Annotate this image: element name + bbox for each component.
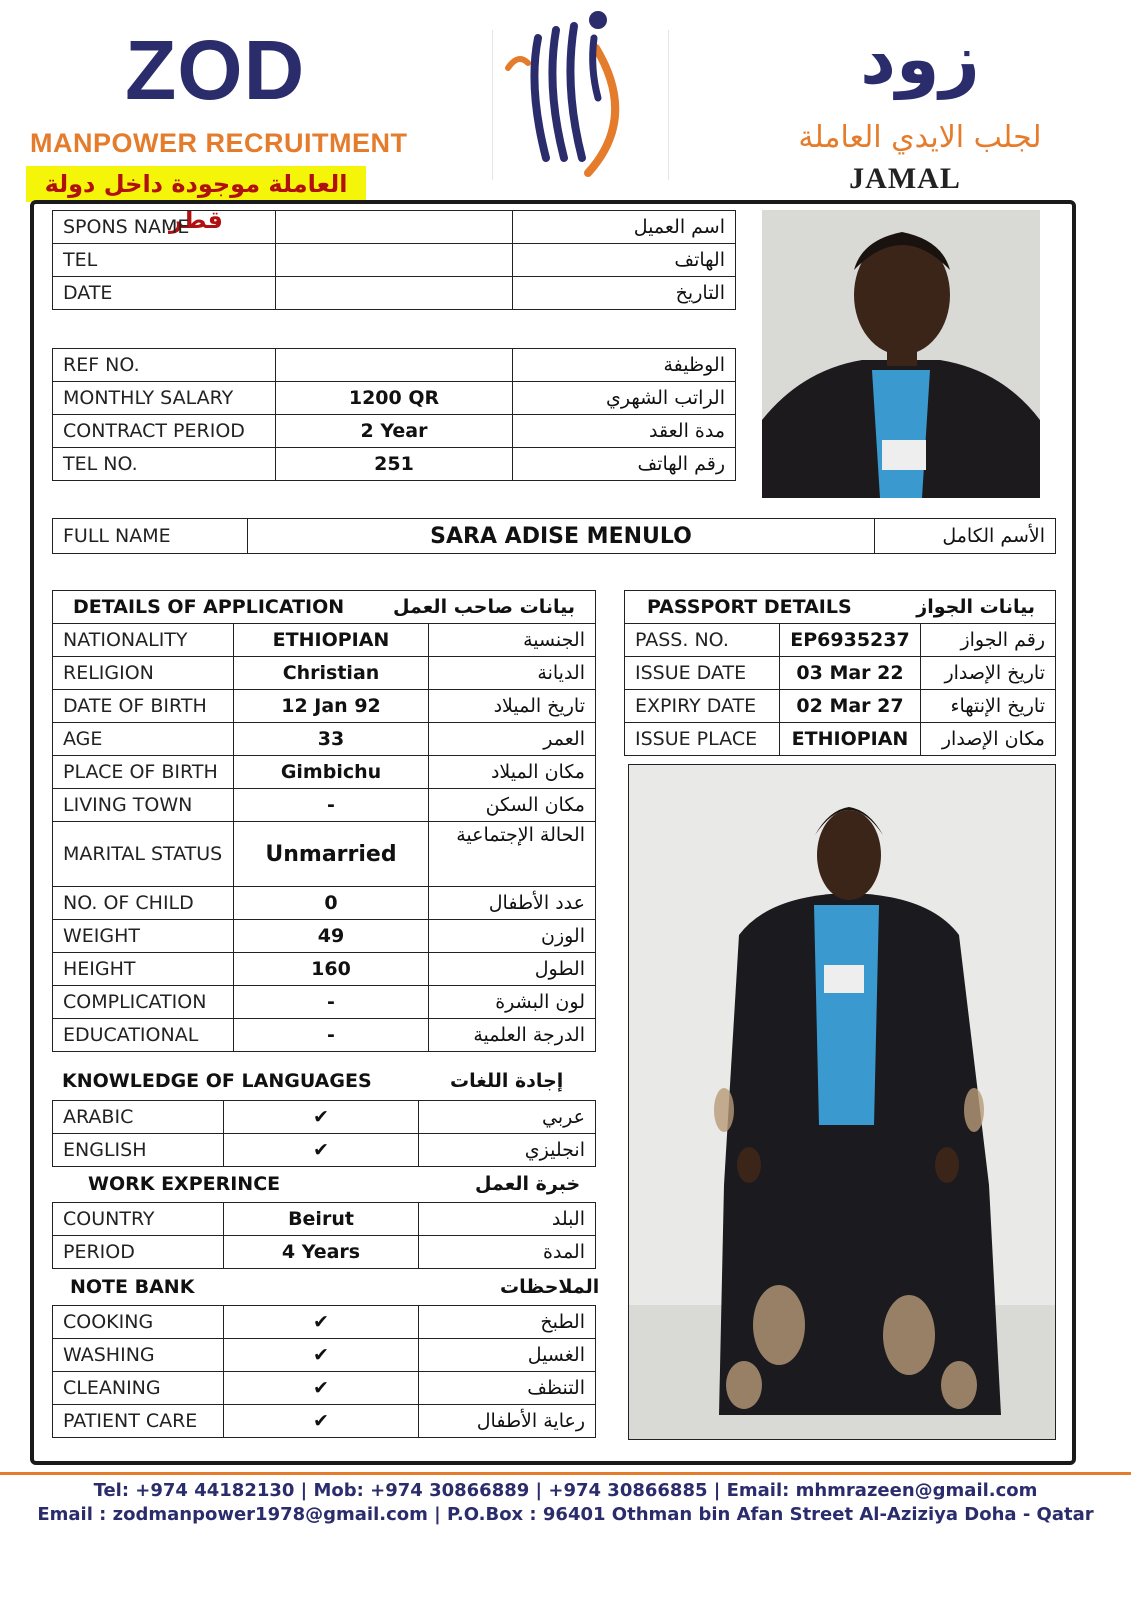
row-label-ar: لون البشرة <box>429 986 596 1019</box>
row-label-ar: الهاتف <box>513 244 736 277</box>
notes-title: NOTE BANK <box>70 1276 195 1298</box>
brand-logo-text: ZOD <box>125 23 306 117</box>
languages-title-ar: إجادة اللغات <box>450 1070 564 1092</box>
notes-table <box>52 1305 596 1438</box>
row-value: 12 Jan 92 <box>234 690 429 723</box>
table-row <box>53 756 596 789</box>
footer-address-line: Email : zodmanpower1978@gmail.com | P.O.Box : 96401 Othman bin Afan Street Al-Aziziya Doha - Qatar <box>37 1504 1094 1525</box>
row-label-ar: التنظف <box>419 1372 596 1405</box>
row-value <box>276 277 513 310</box>
row-label: RELIGION <box>53 657 234 690</box>
table-row <box>53 244 736 277</box>
table-row <box>53 211 736 244</box>
row-label-ar: الوظيفة <box>513 349 736 382</box>
footer-divider <box>0 1472 1131 1475</box>
row-value <box>276 349 513 382</box>
full-name-label-ar: الأسم الكامل <box>875 519 1056 554</box>
row-value: EP6935237 <box>780 624 921 657</box>
row-label-ar: تاريخ الإنتهاء <box>921 690 1056 723</box>
notes-title-ar: الملاحظات <box>500 1276 600 1298</box>
row-label-ar: الديانة <box>429 657 596 690</box>
row-label: PATIENT CARE <box>53 1405 224 1438</box>
row-value <box>276 244 513 277</box>
full-name-label: FULL NAME <box>53 519 248 554</box>
row-value: ✔ <box>224 1101 419 1134</box>
row-label: MARITAL STATUS <box>53 822 234 887</box>
row-label-ar: عدد الأطفال <box>429 887 596 920</box>
row-label-ar: الطول <box>429 953 596 986</box>
experience-title: WORK EXPERINCE <box>88 1173 281 1195</box>
row-label-ar: مكان الميلاد <box>429 756 596 789</box>
row-label: NO. OF CHILD <box>53 887 234 920</box>
table-row <box>53 382 736 415</box>
application-title: DETAILS OF APPLICATION <box>73 596 345 618</box>
languages-table <box>52 1100 596 1167</box>
row-label: ARABIC <box>53 1101 224 1134</box>
row-label: PASS. NO. <box>625 624 780 657</box>
table-row <box>53 448 736 481</box>
row-label-ar: تاريخ الميلاد <box>429 690 596 723</box>
row-label-ar: رقم الهاتف <box>513 448 736 481</box>
row-label-ar: الغسيل <box>419 1339 596 1372</box>
row-value: 33 <box>234 723 429 756</box>
row-value: ✔ <box>224 1405 419 1438</box>
row-label: SPONS NAME <box>53 211 276 244</box>
job-table <box>52 348 736 481</box>
table-row <box>53 690 596 723</box>
row-label-ar: العمر <box>429 723 596 756</box>
row-value: 160 <box>234 953 429 986</box>
passport-title: PASSPORT DETAILS <box>647 596 852 618</box>
row-label-ar: الطبخ <box>419 1306 596 1339</box>
table-row <box>625 624 1056 657</box>
row-value: Unmarried <box>234 822 429 887</box>
table-row <box>53 1203 596 1236</box>
row-value: Christian <box>234 657 429 690</box>
row-value: 03 Mar 22 <box>780 657 921 690</box>
application-table <box>52 590 596 1052</box>
divider <box>668 30 669 180</box>
passport-table <box>624 590 1056 756</box>
row-value: ✔ <box>224 1372 419 1405</box>
row-label: REF NO. <box>53 349 276 382</box>
row-label: WEIGHT <box>53 920 234 953</box>
table-row <box>53 986 596 1019</box>
experience-title-ar: خبرة العمل <box>475 1173 581 1195</box>
row-label: TEL <box>53 244 276 277</box>
row-label-ar: الدرجة العلمية <box>429 1019 596 1052</box>
row-label-ar: تاريخ الإصدار <box>921 657 1056 690</box>
full-body-photo <box>628 764 1056 1440</box>
table-row <box>53 920 596 953</box>
row-value: - <box>234 1019 429 1052</box>
row-label-ar: التاريخ <box>513 277 736 310</box>
application-title-ar: بيانات صاحب العمل <box>393 596 575 618</box>
row-value: 4 Years <box>224 1236 419 1269</box>
row-label: AGE <box>53 723 234 756</box>
table-row <box>53 657 596 690</box>
row-label: ISSUE DATE <box>625 657 780 690</box>
row-label: PLACE OF BIRTH <box>53 756 234 789</box>
row-value: Gimbichu <box>234 756 429 789</box>
row-label: COOKING <box>53 1306 224 1339</box>
row-value: 251 <box>276 448 513 481</box>
row-label: CONTRACT PERIOD <box>53 415 276 448</box>
row-label: CLEANING <box>53 1372 224 1405</box>
sponsor-table <box>52 210 736 310</box>
row-value: ✔ <box>224 1339 419 1372</box>
row-label: NATIONALITY <box>53 624 234 657</box>
company-logo-icon <box>498 8 638 178</box>
row-label: DATE <box>53 277 276 310</box>
row-value: 02 Mar 27 <box>780 690 921 723</box>
row-label: COUNTRY <box>53 1203 224 1236</box>
brand-jamal: JAMAL <box>849 162 961 195</box>
row-value: - <box>234 986 429 1019</box>
row-label: EXPIRY DATE <box>625 690 780 723</box>
table-row <box>53 349 736 382</box>
row-label-ar: الجنسية <box>429 624 596 657</box>
row-label-ar: الوزن <box>429 920 596 953</box>
row-value: 49 <box>234 920 429 953</box>
table-row <box>53 277 736 310</box>
table-row <box>53 789 596 822</box>
passport-title-ar: بيانات الجواز <box>916 596 1035 618</box>
table-row <box>53 953 596 986</box>
row-label: ISSUE PLACE <box>625 723 780 756</box>
table-row <box>53 1306 596 1339</box>
row-label: DATE OF BIRTH <box>53 690 234 723</box>
row-label: LIVING TOWN <box>53 789 234 822</box>
row-label: COMPLICATION <box>53 986 234 1019</box>
row-label-ar: مدة العقد <box>513 415 736 448</box>
row-label: PERIOD <box>53 1236 224 1269</box>
row-value: ETHIOPIAN <box>780 723 921 756</box>
row-label-ar: الراتب الشهري <box>513 382 736 415</box>
row-label: WASHING <box>53 1339 224 1372</box>
qatar-banner: العاملة موجودة داخل دولة قطر <box>26 166 366 202</box>
table-row <box>53 1101 596 1134</box>
table-row <box>625 723 1056 756</box>
table-row <box>625 657 1056 690</box>
row-value: ETHIOPIAN <box>234 624 429 657</box>
full-name-value: SARA ADISE MENULO <box>248 519 875 554</box>
table-row <box>625 690 1056 723</box>
row-value: - <box>234 789 429 822</box>
row-value: Beirut <box>224 1203 419 1236</box>
brand-arabic-subtitle: لجلب الايدي العاملة <box>798 120 1042 155</box>
table-row <box>53 1339 596 1372</box>
row-label: EDUCATIONAL <box>53 1019 234 1052</box>
row-value: 1200 QR <box>276 382 513 415</box>
row-value <box>276 211 513 244</box>
table-row <box>53 1134 596 1167</box>
table-row <box>53 415 736 448</box>
table-row <box>53 1405 596 1438</box>
row-value: 0 <box>234 887 429 920</box>
row-label-ar: مكان السكن <box>429 789 596 822</box>
row-value: 2 Year <box>276 415 513 448</box>
experience-table <box>52 1202 596 1269</box>
row-label-ar: رعاية الأطفال <box>419 1405 596 1438</box>
row-label-ar: رقم الجواز <box>921 624 1056 657</box>
row-value: ✔ <box>224 1306 419 1339</box>
table-row <box>53 624 596 657</box>
table-row <box>53 887 596 920</box>
row-value: ✔ <box>224 1134 419 1167</box>
row-label: ENGLISH <box>53 1134 224 1167</box>
brand-arabic-text: زود <box>860 18 980 100</box>
row-label-ar: عربي <box>419 1101 596 1134</box>
row-label-ar: الحالة الإجتماعية <box>429 822 596 887</box>
row-label-ar: المدة <box>419 1236 596 1269</box>
portrait-photo <box>762 210 1040 498</box>
footer-contact-line: Tel: +974 44182130 | Mob: +974 30866889 | +974 30866885 | Email: mhmrazeen@gmail.com <box>93 1480 1038 1501</box>
row-label: MONTHLY SALARY <box>53 382 276 415</box>
table-row <box>53 1372 596 1405</box>
table-row <box>53 822 596 887</box>
full-name-table <box>52 518 1056 554</box>
row-label-ar: اسم العميل <box>513 211 736 244</box>
row-label: TEL NO. <box>53 448 276 481</box>
table-row <box>53 723 596 756</box>
table-row <box>53 1019 596 1052</box>
brand-subtitle: MANPOWER RECRUITMENT <box>30 128 408 158</box>
row-label-ar: انجليزي <box>419 1134 596 1167</box>
row-label-ar: مكان الإصدار <box>921 723 1056 756</box>
table-row <box>53 1236 596 1269</box>
divider <box>492 30 493 180</box>
languages-title: KNOWLEDGE OF LANGUAGES <box>62 1070 372 1092</box>
row-label-ar: البلد <box>419 1203 596 1236</box>
row-label: HEIGHT <box>53 953 234 986</box>
